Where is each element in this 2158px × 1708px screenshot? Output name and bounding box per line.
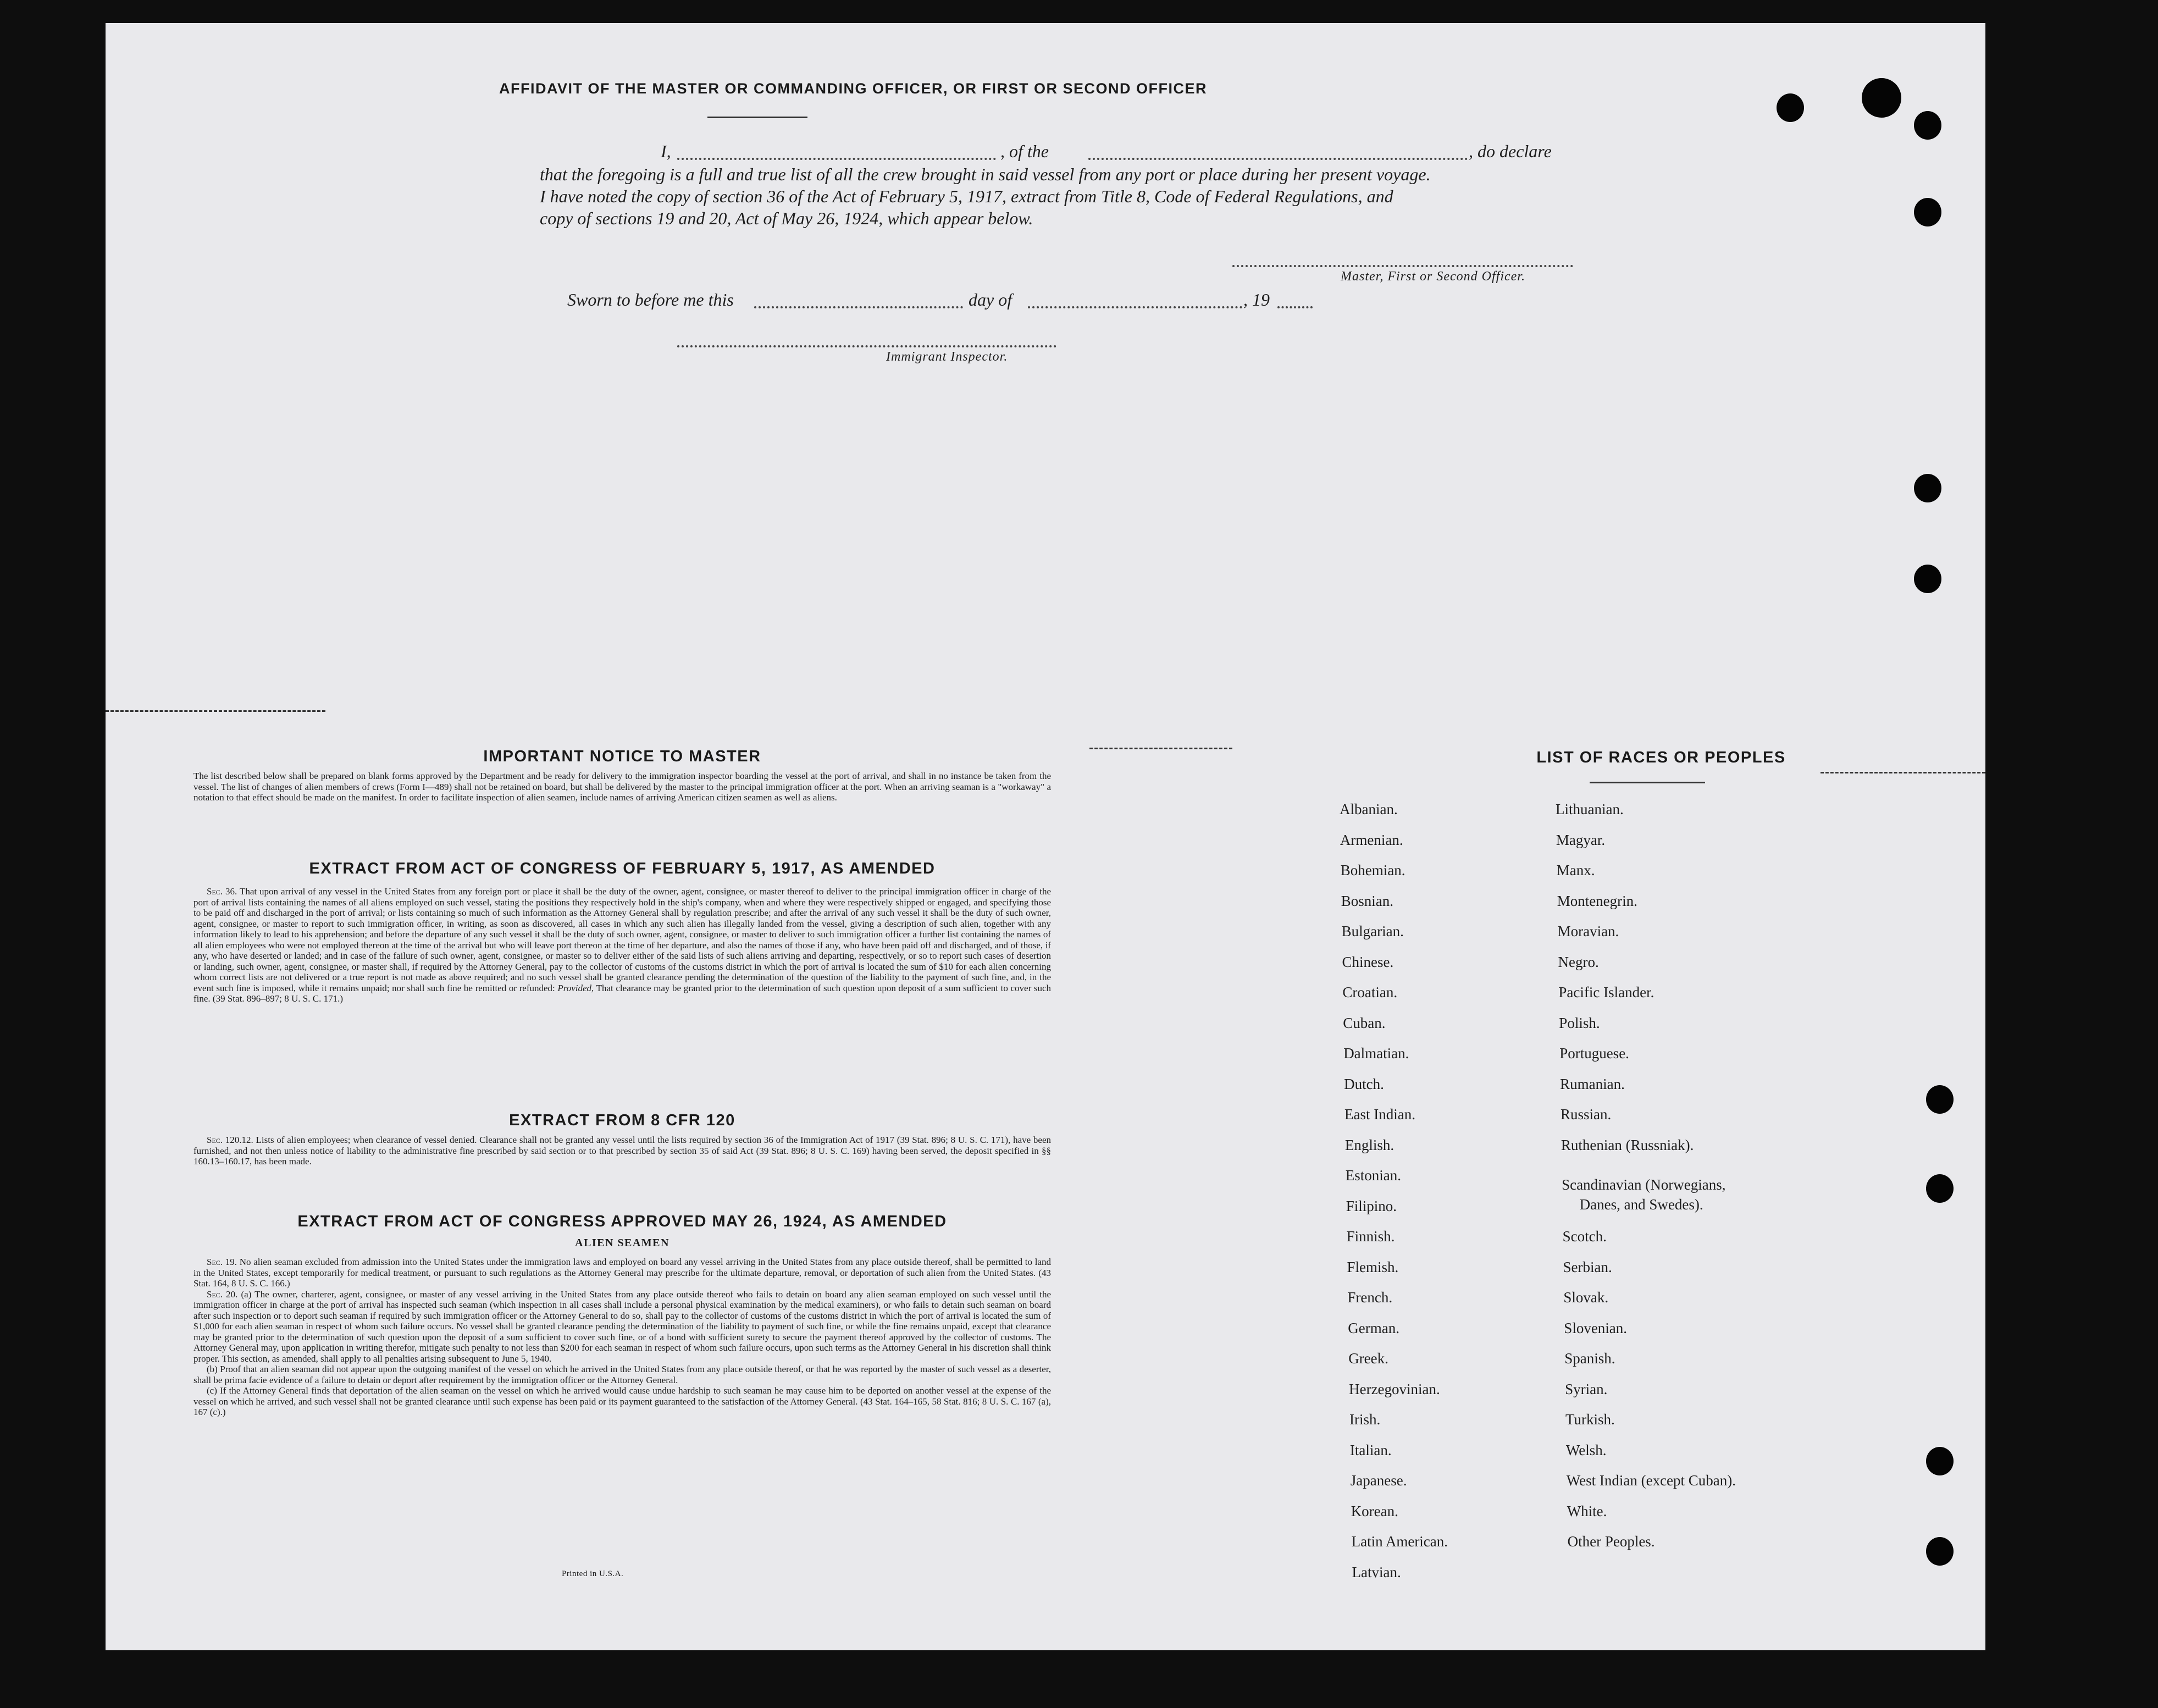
inspector-label: Immigrant Inspector.: [886, 350, 1008, 364]
sec20a-paragraph: [193, 1289, 1051, 1364]
race-item: Other Peoples.: [1567, 1533, 1655, 1550]
sworn-line: [540, 290, 1529, 312]
sec36-proviso-label: Provided,: [557, 982, 594, 993]
race-item: Croatian.: [1342, 984, 1398, 1001]
race-item: Korean.: [1351, 1502, 1398, 1519]
race-item: Flemish.: [1347, 1258, 1399, 1275]
sec19-label: Sec. 19.: [207, 1257, 237, 1267]
punch-hole: [1926, 1537, 1954, 1566]
form-page-back: [106, 23, 1985, 1650]
race-item: Spanish.: [1564, 1350, 1615, 1367]
affidavit-line-1: [540, 141, 1683, 163]
punch-hole: [1914, 198, 1941, 226]
punch-hole: [1914, 474, 1941, 502]
affidavit-title-rule: [707, 117, 807, 118]
extract-1924-subtitle: ALIEN SEAMEN: [575, 1237, 669, 1249]
sworn-day-blank: [754, 306, 963, 308]
sworn-text: Sworn to before me this: [567, 290, 734, 309]
vessel-blank: [1088, 158, 1468, 160]
race-item: East Indian.: [1344, 1106, 1415, 1123]
sec20a-text: (a) The owner, charterer, agent, consignee, or master of any vessel arriving in the United States from any place outside thereof who fails to detain on board any alien seaman employed on such vessel until the immigration officer in charge at the port of arrival has inspected such seaman (which inspection in all cases shall include a personal physical examination by the medical examiners), or who fails to detain such seaman on board after such inspection or to deport such seaman if required by such immigration officer or the Attorney General to do so, shall pay to the collector of customs of the customs district in which the port of arrival is located the sum of $1,000 for each alien seaman in respect of whom such failure occurs. No vessel shall be granted clearance pending the determination of the liability to payment of such fine, or while the fine remains unpaid, except that clearance may be granted prior to the determination of such question upon the deposit of a sum sufficient to cover such fine, or of a bond with sufficient surety to secure the payment thereof approved by the collector of customs. The Attorney General may, upon application in writing therefor, mitigate such penalty to not less than $200 for each seaman in respect of whom such failure occurs, upon such terms as the Attorney General in his discretion shall think proper. This section, as amended, shall apply to all penalties arising subsequent to June 5, 1940.: [193, 1289, 1051, 1364]
race-item: Bohemian.: [1340, 862, 1406, 878]
race-item: Bulgarian.: [1341, 923, 1404, 939]
race-item: Scandinavian (Norwegians,: [1562, 1176, 1726, 1193]
race-item: Albanian.: [1340, 801, 1398, 817]
master-signature-label: Master, First or Second Officer.: [1341, 269, 1525, 284]
race-item: Rumanian.: [1560, 1075, 1625, 1092]
race-item: French.: [1347, 1289, 1393, 1306]
race-item: English.: [1344, 1136, 1395, 1153]
affidavit-line-4: copy of sections 19 and 20, Act of May 26, 1924, which appear below.: [540, 208, 1033, 228]
race-item: Pacific Islander.: [1558, 984, 1655, 1001]
punch-hole: [1914, 565, 1941, 593]
affidavit-do-declare: , do declare: [1469, 141, 1552, 161]
race-item: Dalmatian.: [1343, 1045, 1409, 1062]
race-item: Moravian.: [1557, 923, 1619, 939]
race-item: Chinese.: [1342, 953, 1394, 970]
race-item: Montenegrin.: [1557, 892, 1637, 909]
race-item: Greek.: [1348, 1350, 1388, 1367]
sec36-proviso-text: That clearance may be granted prior to the determination of such question upon deposit of a sum sufficient to cover such fine. (39 Stat. 896–897; 8 U. S. C. 171.): [193, 982, 1052, 1004]
printed-in-usa: Printed in U.S.A.: [562, 1569, 624, 1578]
race-item: Latin American.: [1351, 1533, 1448, 1550]
race-item: Polish.: [1559, 1014, 1600, 1031]
race-item: Ruthenian (Russniak).: [1561, 1136, 1694, 1153]
sec36-label: Sec. 36.: [207, 886, 237, 897]
race-item: White.: [1567, 1502, 1607, 1519]
punch-hole: [1926, 1447, 1954, 1475]
affidavit-of-the: , of the: [1000, 141, 1049, 161]
sec36-text: That upon arrival of any vessel in the United States from any foreign port or place it shall be the duty of the owner, agent, consignee, or master thereof to deliver to the principal immigration officer in charge of the port of arrival lists containing the names of all aliens employed on such vessel, stating the positions they respectively hold in the ship's company, when and where they were respectively shipped or engaged, and specifying those to be paid off and discharged in the port of arrival; or lists containing so much of such information as the Attorney General shall by regulation prescribe; and after the arrival of any such vessel it shall be the duty of such owner, agent, consignee, or master to report to such immigration officer, in writing, as soon as discovered, all cases in which any such alien has illegally landed from the vessel, giving a description of such alien, together with any information likely to lead to his apprehension; and before the departure of any such vessel it shall be the duty of such owner, agent, consignee, or master to deliver to such immigration officer a further list containing the names of all alien employees who were not employed thereon at the time of the arrival but who will leave port thereon at the time of her departure, and also the names of those if any, who have been paid off and discharged, and of those, if any, who have deserted or landed; and in case of the failure of such owner, agent, consignee, or master so to deliver either of the said lists of such aliens arriving and departing, respectively, or so to report such cases of desertion or landing, such owner, agent, consignee, or master shall, if required by the Attorney General, pay to the collector of customs of the customs district in which the port of arrival is located the sum of $10 for each alien concerning whom correct lists are not delivered or a true report is not made as above required; and no such vessel shall be granted clearance pending the determination of the question of the liability to the payment of such fine, and, in the event such fine is imposed, while it remains unpaid; nor shall such fine be remitted or refunded:: [193, 886, 1051, 993]
race-item: Turkish.: [1565, 1411, 1615, 1428]
race-item: Armenian.: [1340, 831, 1403, 848]
scan-streak-right: [1821, 772, 1985, 773]
race-item: Herzegovinian.: [1349, 1380, 1440, 1397]
extract-cfr-text: [193, 1135, 1051, 1167]
extract-cfr-title: EXTRACT FROM 8 CFR 120: [509, 1112, 735, 1129]
race-item: Filipino.: [1346, 1197, 1397, 1214]
race-item: Syrian.: [1565, 1380, 1608, 1397]
race-item: Manx.: [1556, 862, 1595, 878]
race-item: Irish.: [1349, 1411, 1381, 1428]
extract-1917-title: EXTRACT FROM ACT OF CONGRESS OF FEBRUARY 5, 1917, AS AMENDED: [309, 860, 936, 877]
sworn-month-blank: [1028, 306, 1242, 308]
sworn-day-of: day of: [969, 290, 1012, 309]
race-item: Lithuanian.: [1556, 801, 1624, 817]
scan-streak-left: [106, 710, 325, 712]
punch-hole: [1777, 93, 1804, 122]
inspector-signature-line: [677, 345, 1056, 347]
affidavit-title: AFFIDAVIT OF THE MASTER OR COMMANDING OFFICER, OR FIRST OR SECOND OFFICER: [499, 80, 1207, 97]
sec120-label: Sec. 120.12.: [207, 1135, 253, 1145]
punch-hole: [1926, 1085, 1954, 1114]
extract-1917-text: [193, 886, 1051, 1004]
extract-1924-title: EXTRACT FROM ACT OF CONGRESS APPROVED MAY 26, 1924, AS AMENDED: [297, 1213, 947, 1230]
punch-hole: [1914, 111, 1941, 140]
race-item: Portuguese.: [1559, 1045, 1629, 1062]
race-item: Danes, and Swedes).: [1579, 1196, 1703, 1213]
scan-streak-mid: [1089, 748, 1232, 749]
race-item: Negro.: [1558, 953, 1599, 970]
affidavit-line-3: I have noted the copy of section 36 of the Act of February 5, 1917, extract from Title 8, Code of Federal Regulations, and: [540, 186, 1393, 206]
race-item: Scotch.: [1562, 1228, 1607, 1245]
race-item: Magyar.: [1556, 831, 1606, 848]
race-item: Finnish.: [1346, 1228, 1395, 1245]
sec19-paragraph: [193, 1257, 1051, 1289]
notice-title: IMPORTANT NOTICE TO MASTER: [483, 748, 761, 765]
sworn-year-blank: [1277, 306, 1313, 308]
race-item: Cuban.: [1343, 1014, 1386, 1031]
race-item: Russian.: [1561, 1106, 1612, 1123]
affidavit-line-2: that the foregoing is a full and true list of all the crew brought in said vessel from any port or place during her present voyage.: [540, 164, 1431, 184]
race-item: Dutch.: [1344, 1075, 1384, 1092]
affidavit-i: I,: [661, 141, 671, 161]
race-item: Slovenian.: [1564, 1319, 1628, 1336]
sec20b-paragraph: (b) Proof that an alien seaman did not appear upon the outgoing manifest of the vessel on which he arrived in the United States from any place outside thereof, or that he was reported by the master of such vessel as a deserter, shall be prima facie evidence of a failure to detain or deport after requirement by the immigration officer or the Attorney General.: [193, 1364, 1051, 1385]
notice-text: The list described below shall be prepared on blank forms approved by the Department and be ready for delivery to the immigration inspector boarding the vessel at the port of arrival, and shall in no instance be taken from the vessel. The list of changes of alien members of crews (Form I—489) shall not be retained on board, but shall be delivered by the master to the principal immigration officer at the port. When an arriving seaman is a "workaway" a notation to that effect should be made on the manifest. In order to facilitate inspection of alien seamen, include names of arriving American citizen seamen as well as aliens.: [193, 771, 1051, 803]
sworn-year: , 19: [1243, 290, 1270, 309]
races-title-rule: [1590, 782, 1705, 783]
punch-hole: [1862, 78, 1901, 118]
sec120-text: Lists of alien employees; when clearance of vessel denied. Clearance shall not be granted any vessel until the lists required by section 36 of the Immigration Act of 1917 (39 Stat. 896; 8 U. S. C. 171), have been furnished, and not then unless notice of liability to the administrative fine prescribed by said section or to that prescribed by section 35 of said Act (39 Stat. 896; 8 U. S. C. 169) having been served, the deposit specified in §§ 160.13–160.17, has been made.: [193, 1135, 1051, 1167]
extract-1924-text: [193, 1257, 1051, 1418]
race-item: Estonian.: [1345, 1167, 1402, 1184]
sec20-label: Sec. 20.: [207, 1289, 238, 1300]
punch-hole: [1926, 1174, 1954, 1203]
races-title: LIST OF RACES OR PEOPLES: [1536, 749, 1786, 766]
race-item: Serbian.: [1563, 1258, 1612, 1275]
race-item: Bosnian.: [1341, 892, 1393, 909]
race-item: West Indian (except Cuban).: [1566, 1472, 1736, 1489]
sec20c-paragraph: (c) If the Attorney General finds that deportation of the alien seaman on the vessel on which he arrived would cause undue hardship to such seaman he may cause him to be deported on another vessel at the expense of the vessel on which he arrived, and such vessel shall not be granted clearance until such expense has been paid or its payment guaranteed to the satisfaction of the Attorney General. (43 Stat. 164–165, 58 Stat. 816; 8 U. S. C. 167 (a), 167 (c).): [193, 1385, 1051, 1417]
master-signature-line: [1232, 265, 1573, 267]
sec19-text: No alien seaman excluded from admission into the United States under the immigration laws and employed on board any vessel arriving in the United States from any place outside thereof, shall be permitted to land in the United States, except temporarily for medical treatment, or pursuant to such regulations as the Attorney General may prescribe for the ultimate departure, removal, or deportation of such alien from the United States. (43 Stat. 164, 8 U. S. C. 166.): [193, 1257, 1051, 1289]
race-item: Latvian.: [1352, 1563, 1401, 1580]
race-item: Italian.: [1349, 1441, 1392, 1458]
race-item: Japanese.: [1350, 1472, 1407, 1489]
race-item: Slovak.: [1563, 1289, 1609, 1306]
race-item: Welsh.: [1565, 1441, 1607, 1458]
name-blank: [677, 158, 996, 160]
race-item: German.: [1348, 1319, 1400, 1336]
